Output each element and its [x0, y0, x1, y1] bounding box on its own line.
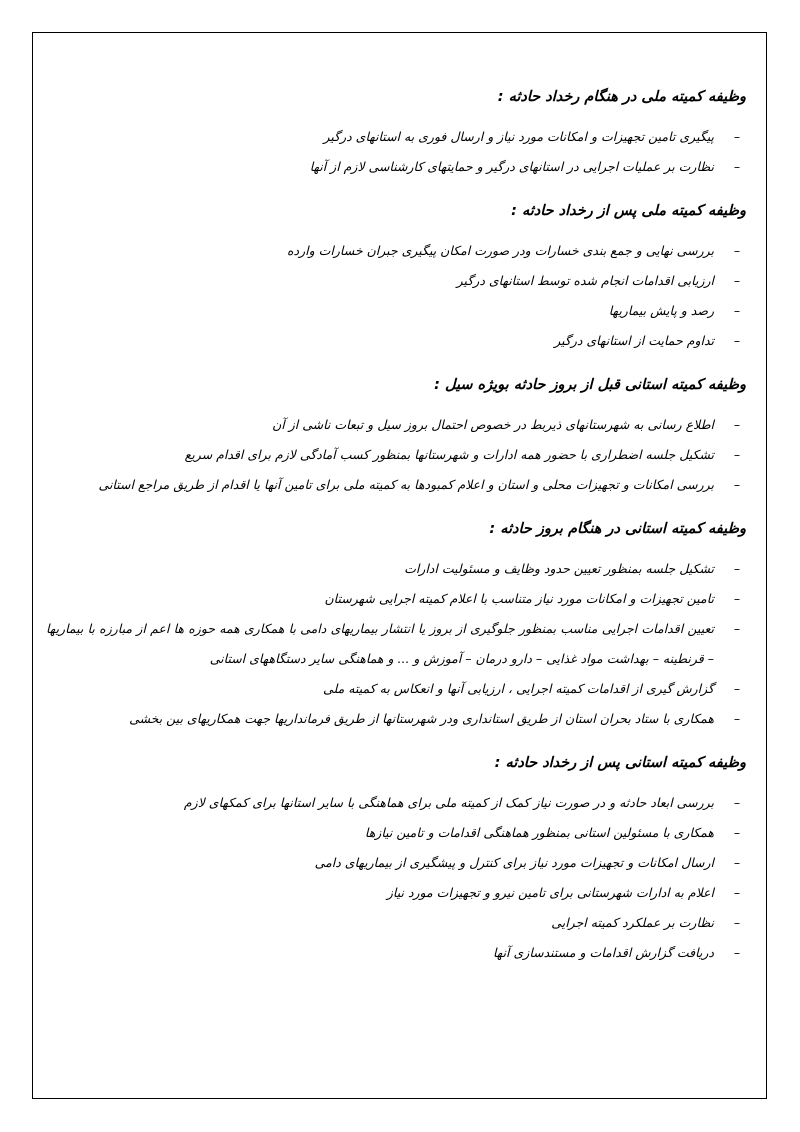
list-item-text: ارسال امکانات و تجهیزات مورد نیاز برای کنترل و پیشگیری از بیماریهای دامی	[314, 855, 714, 870]
dash-bullet-icon: –	[733, 855, 741, 870]
list-item-text: دریافت گزارش اقدامات و مستندسازی آنها	[493, 945, 714, 960]
list-item	[46, 704, 746, 734]
list-item	[46, 152, 746, 182]
dash-bullet-icon: –	[733, 243, 741, 258]
bullet-list	[46, 554, 746, 734]
dash-bullet-icon: –	[733, 273, 741, 288]
dash-bullet-icon: –	[733, 417, 741, 432]
section-heading: وظیفه کمیته استانی در هنگام بروز حادثه :	[489, 521, 746, 537]
list-item	[46, 266, 746, 296]
dash-bullet-icon: –	[733, 945, 741, 960]
section-heading: وظیفه کمیته ملی پس از رخداد حادثه :	[511, 203, 746, 219]
list-item-text: گزارش گیری از اقدامات کمیته اجرایی ، ارزیابی آنها و انعکاس به کمیته ملی	[323, 681, 714, 696]
list-item-text: نظارت بر عملیات اجرایی در استانهای درگیر و حمایتهای کارشناسی لازم از آنها	[309, 159, 714, 174]
list-item-text: تعیین اقدامات اجرایی مناسب بمنظور جلوگیری از بروز یا انتشار بیماریهای دامی با همکاری همه حوزه ها اعم از مبارزه با بیماریها – قرنطینه – بهداشت مواد غذایی – دارو درمان – آموزش و ... و هماهنگی سایر دستگاههای استانی	[46, 621, 714, 666]
list-item	[46, 908, 746, 938]
section-national-during	[46, 84, 746, 182]
dash-bullet-icon: –	[733, 915, 741, 930]
list-item	[46, 584, 746, 614]
list-item	[46, 296, 746, 326]
bullet-list	[46, 236, 746, 356]
list-item	[46, 470, 746, 500]
dash-bullet-icon: –	[733, 591, 741, 606]
list-item	[46, 410, 746, 440]
dash-bullet-icon: –	[733, 825, 741, 840]
section-provincial-after	[46, 750, 746, 968]
list-item-text: ارزیابی اقدامات انجام شده توسط استانهای درگیر	[456, 273, 714, 288]
section-heading: وظیفه کمیته استانی قبل از بروز حادثه بویژه سیل :	[434, 377, 746, 393]
list-item-text: تشکیل جلسه بمنظور تعیین حدود وظایف و مسئولیت ادارات	[404, 561, 714, 576]
dash-bullet-icon: –	[733, 333, 741, 348]
dash-bullet-icon: –	[733, 447, 741, 462]
section-provincial-before	[46, 372, 746, 500]
list-item	[46, 440, 746, 470]
dash-bullet-icon: –	[733, 477, 741, 492]
list-item-text: تامین تجهیزات و امکانات مورد نیاز متناسب با اعلام کمیته اجرایی شهرستان	[324, 591, 714, 606]
section-provincial-during	[46, 516, 746, 734]
bullet-list	[46, 788, 746, 968]
list-item	[46, 848, 746, 878]
list-item	[46, 326, 746, 356]
list-item-text: پیگیری تامین تجهیزات و امکانات مورد نیاز و ارسال فوری به استانهای درگیر	[323, 129, 714, 144]
list-item	[46, 674, 746, 704]
dash-bullet-icon: –	[733, 711, 741, 726]
dash-bullet-icon: –	[733, 885, 741, 900]
document-body	[46, 84, 746, 984]
list-item	[46, 122, 746, 152]
list-item	[46, 818, 746, 848]
bullet-list	[46, 122, 746, 182]
section-heading: وظیفه کمیته استانی پس از رخداد حادثه :	[494, 755, 746, 771]
list-item	[46, 938, 746, 968]
list-item-text: همکاری با ستاد بحران استان از طریق استانداری ودر شهرستانها از طریق فرمانداریها جهت همکاریهای بین بخشی	[129, 711, 714, 726]
dash-bullet-icon: –	[733, 159, 741, 174]
dash-bullet-icon: –	[733, 303, 741, 318]
list-item	[46, 788, 746, 818]
section-heading: وظیفه کمیته ملی در هنگام رخداد حادثه :	[497, 89, 746, 105]
dash-bullet-icon: –	[733, 561, 741, 576]
dash-bullet-icon: –	[733, 681, 741, 696]
list-item	[46, 878, 746, 908]
list-item-text: اطلاع رسانی به شهرستانهای ذیربط در خصوص احتمال بروز سیل و تبعات ناشی از آن	[272, 417, 714, 432]
list-item	[46, 554, 746, 584]
section-national-after	[46, 198, 746, 356]
dash-bullet-icon: –	[733, 621, 741, 636]
bullet-list	[46, 410, 746, 500]
list-item-text: بررسی امکانات و تجهیزات محلی و استان و اعلام کمبودها به کمیته ملی برای تامین آنها یا اقدام از طریق مراجع استانی	[98, 477, 714, 492]
list-item-text: تشکیل جلسه اضطراری با حضور همه ادارات و شهرستانها بمنظور کسب آمادگی لازم برای اقدام سریع	[184, 447, 714, 462]
list-item-text: نظارت بر عملکرد کمیته اجرایی	[551, 915, 714, 930]
list-item-text: رصد و پایش بیماریها	[608, 303, 714, 318]
list-item-text: همکاری با مسئولین استانی بمنظور هماهنگی اقدامات و تامین نیازها	[364, 825, 714, 840]
list-item-text: اعلام به ادارات شهرستانی برای تامین نیرو و تجهیزات مورد نیاز	[386, 885, 714, 900]
list-item	[46, 236, 746, 266]
list-item-text: بررسی ابعاد حادثه و در صورت نیاز کمک از کمیته ملی برای هماهنگی با سایر استانها برای کمکهای لازم	[183, 795, 714, 810]
list-item-text: بررسی نهایی و جمع بندی خسارات ودر صورت امکان پیگیری جبران خسارات وارده	[287, 243, 714, 258]
list-item-text: تداوم حمایت از استانهای درگیر	[554, 333, 714, 348]
list-item	[46, 614, 746, 674]
dash-bullet-icon: –	[733, 795, 741, 810]
dash-bullet-icon: –	[733, 129, 741, 144]
